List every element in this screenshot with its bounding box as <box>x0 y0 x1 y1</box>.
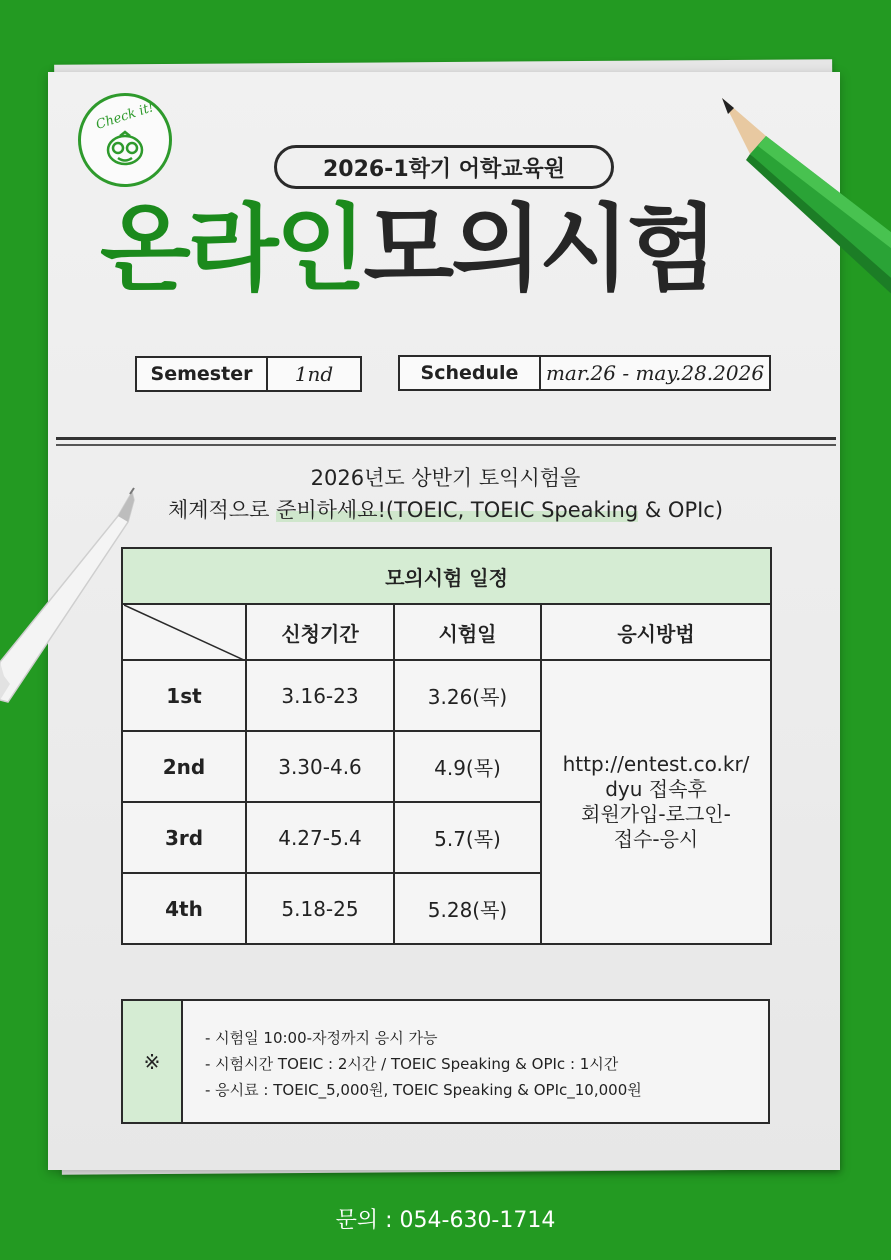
round-label: 3rd <box>122 802 246 873</box>
intro-line-2 <box>100 494 791 524</box>
intro-line-1: 2026년도 상반기 토익시험을 <box>310 466 581 490</box>
reference-mark: ※ <box>123 1001 183 1122</box>
subtitle-pill: 2026-1학기 어학교육원 <box>274 145 614 189</box>
round-label: 2nd <box>122 731 246 802</box>
semester-label: Semester <box>137 358 268 390</box>
divider-thin <box>56 444 836 446</box>
intro-line-2-suffix: & OPIc) <box>638 498 724 522</box>
schedule-label: Schedule <box>400 357 541 389</box>
method-line: dyu 접속후 <box>605 777 707 801</box>
method-line: 회원가입-로그인- <box>581 802 731 826</box>
diagonal-line <box>124 605 244 659</box>
title-online: 온라인 <box>100 195 364 304</box>
schedule-table <box>121 547 772 945</box>
schedule-box <box>398 355 771 391</box>
notes-list <box>183 1001 768 1122</box>
period-cell: 4.27-5.4 <box>246 802 394 873</box>
header-period: 신청기간 <box>246 604 394 660</box>
schedule-value: mar.26 - may.28.2026 <box>545 361 765 385</box>
date-cell: 5.7(목) <box>394 802 541 873</box>
check-it-stamp-logo: Check it! <box>78 93 172 187</box>
notes-box <box>121 999 770 1124</box>
contact-info: 문의 : 054-630-1714 <box>335 1208 556 1233</box>
semester-box <box>135 356 362 392</box>
round-label: 1st <box>122 660 246 731</box>
period-cell: 3.16-23 <box>246 660 394 731</box>
date-cell: 5.28(목) <box>394 873 541 944</box>
divider-thick <box>56 437 836 440</box>
header-exam-date: 시험일 <box>394 604 541 660</box>
method-url[interactable]: http://entest.co.kr/ <box>562 752 750 776</box>
table-row <box>122 660 771 731</box>
date-cell: 3.26(목) <box>394 660 541 731</box>
date-cell: 4.9(목) <box>394 731 541 802</box>
round-label: 4th <box>122 873 246 944</box>
pencil-icon <box>718 96 891 346</box>
page-title <box>100 190 715 310</box>
table-caption: 모의시험 일정 <box>122 548 771 604</box>
note-item: - 시험시간 TOEIC : 2시간 / TOEIC Speaking & OPIc : 1시간 <box>205 1055 619 1073</box>
semester-value: 1nd <box>294 362 334 386</box>
intro-line-2-prefix: 체계적으로 <box>167 498 277 522</box>
note-item: - 시험일 10:00-자정까지 응시 가능 <box>205 1029 438 1047</box>
diagonal-header-cell <box>122 604 246 660</box>
note-item: - 응시료 : TOEIC_5,000원, TOEIC Speaking & OPIc_10,000원 <box>205 1081 642 1099</box>
intro-highlight: 준비하세요!(TOEIC, TOEIC Speaking <box>276 498 639 522</box>
period-cell: 3.30-4.6 <box>246 731 394 802</box>
smiley-face-icon <box>102 130 148 168</box>
period-cell: 5.18-25 <box>246 873 394 944</box>
header-method: 응시방법 <box>541 604 771 660</box>
method-line: 접수-응시 <box>613 827 699 851</box>
title-mock-test: 모의시험 <box>363 195 715 304</box>
method-cell <box>541 660 771 944</box>
